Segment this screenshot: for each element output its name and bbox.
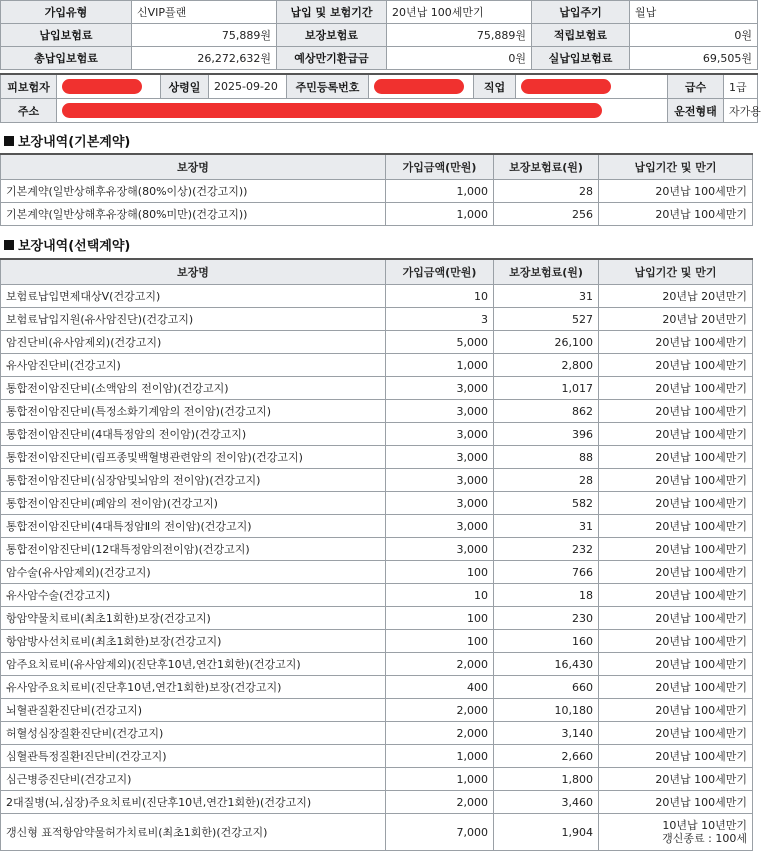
optional-section-title: 보장내역(선택계약) (4, 235, 130, 254)
renewal-line: 갱신종료 : 100세 (662, 832, 747, 845)
table-row (1, 308, 753, 331)
coverage-amount: 100 (386, 561, 494, 584)
table-row (1, 203, 753, 226)
coverage-premium: 3,460 (494, 791, 599, 814)
coverage-name: 보험료납입지원(유사암진단)(건강고지) (1, 308, 386, 331)
table-row (1, 180, 753, 203)
coverage-name: 통합전이암진단비(소액암의 전이암)(건강고지) (1, 377, 386, 400)
basic-coverage-table (0, 153, 753, 226)
coverage-period: 20년납 100세만기 (599, 203, 753, 226)
coverage-amount: 3,000 (386, 515, 494, 538)
column-header: 보장보험료(원) (494, 259, 599, 285)
coverage-name: 통합전이암진단비(4대특정암Ⅱ의 전이암)(건강고지) (1, 515, 386, 538)
table-row (1, 676, 753, 699)
table-row (1, 423, 753, 446)
coverage-name: 통합전이암진단비(폐암의 전이암)(건강고지) (1, 492, 386, 515)
coverage-period: 20년납 20년만기 (599, 285, 753, 308)
coverage-period: 20년납 100세만기 (599, 180, 753, 203)
job-redacted (516, 74, 668, 99)
summary-label: 적립보험료 (532, 24, 630, 47)
coverage-amount: 7,000 (386, 814, 494, 851)
summary-label: 총납입보험료 (1, 47, 132, 70)
table-row (1, 814, 753, 851)
coverage-amount: 3,000 (386, 446, 494, 469)
coverage-amount: 2,000 (386, 722, 494, 745)
coverage-amount: 2,000 (386, 791, 494, 814)
coverage-amount: 100 (386, 607, 494, 630)
coverage-amount: 1,000 (386, 745, 494, 768)
coverage-period: 20년납 100세만기 (599, 722, 753, 745)
coverage-name: 항암약물치료비(최초1회한)보장(건강고지) (1, 607, 386, 630)
age-date-label: 상령일 (161, 74, 209, 99)
insured-name-redacted (57, 74, 161, 99)
coverage-name: 기본계약(일반상해후유장해(80%미만)(건강고지)) (1, 203, 386, 226)
coverage-amount: 1,000 (386, 354, 494, 377)
column-header: 가입금액(만원) (386, 259, 494, 285)
column-header: 보장보험료(원) (494, 154, 599, 180)
coverage-premium: 766 (494, 561, 599, 584)
table-row (1, 515, 753, 538)
coverage-name: 유사암수술(건강고지) (1, 584, 386, 607)
grade-label: 급수 (668, 74, 724, 99)
table-row (1, 768, 753, 791)
table-row (1, 791, 753, 814)
table-row (1, 584, 753, 607)
coverage-premium: 2,800 (494, 354, 599, 377)
summary-value: 26,272,632원 (132, 47, 277, 70)
summary-label: 납입보험료 (1, 24, 132, 47)
coverage-premium: 396 (494, 423, 599, 446)
summary-row (1, 24, 758, 47)
coverage-period: 20년납 100세만기 (599, 538, 753, 561)
coverage-period: 20년납 100세만기 (599, 768, 753, 791)
rrn-redacted (369, 74, 474, 99)
column-header: 납입기간 및 만기 (599, 154, 753, 180)
coverage-period: 20년납 100세만기 (599, 699, 753, 722)
coverage-premium: 582 (494, 492, 599, 515)
job-label: 직업 (474, 74, 516, 99)
coverage-name: 뇌혈관질환진단비(건강고지) (1, 699, 386, 722)
coverage-period: 20년납 100세만기 (599, 400, 753, 423)
coverage-amount: 2,000 (386, 699, 494, 722)
coverage-amount: 3 (386, 308, 494, 331)
coverage-name: 암수술(유사암제외)(건강고지) (1, 561, 386, 584)
coverage-premium: 660 (494, 676, 599, 699)
insured-row (1, 74, 758, 99)
coverage-name: 통합전이암진단비(4대특정암의 전이암)(건강고지) (1, 423, 386, 446)
coverage-name: 2대질병(뇌,심장)주요치료비(진단후10년,연간1회한)(건강고지) (1, 791, 386, 814)
coverage-premium: 88 (494, 446, 599, 469)
age-date-value: 2025-09-20 (209, 74, 287, 99)
coverage-period: 20년납 100세만기 (599, 331, 753, 354)
table-row (1, 354, 753, 377)
coverage-period (599, 814, 753, 851)
coverage-amount: 5,000 (386, 331, 494, 354)
coverage-amount: 3,000 (386, 469, 494, 492)
table-row (1, 722, 753, 745)
coverage-amount: 100 (386, 630, 494, 653)
insured-label: 피보험자 (1, 74, 57, 99)
coverage-name: 통합전이암진단비(12대특정암의전이암)(건강고지) (1, 538, 386, 561)
table-row (1, 377, 753, 400)
grade-value: 1급 (724, 74, 758, 99)
coverage-period: 20년납 100세만기 (599, 791, 753, 814)
address-row (1, 99, 758, 123)
coverage-period: 20년납 100세만기 (599, 607, 753, 630)
table-row (1, 699, 753, 722)
coverage-premium: 3,140 (494, 722, 599, 745)
coverage-premium: 2,660 (494, 745, 599, 768)
coverage-premium: 256 (494, 203, 599, 226)
coverage-premium: 1,904 (494, 814, 599, 851)
coverage-amount: 400 (386, 676, 494, 699)
summary-label: 납입 및 보험기간 (277, 1, 387, 24)
summary-label: 납입주기 (532, 1, 630, 24)
coverage-premium: 18 (494, 584, 599, 607)
optional-coverage-table (0, 258, 753, 851)
coverage-premium: 31 (494, 515, 599, 538)
coverage-premium: 28 (494, 180, 599, 203)
coverage-premium: 16,430 (494, 653, 599, 676)
coverage-name: 보험료납입면제대상Ⅴ(건강고지) (1, 285, 386, 308)
coverage-premium: 230 (494, 607, 599, 630)
coverage-name: 통합전이암진단비(림프종및백혈병관련암의 전이암)(건강고지) (1, 446, 386, 469)
summary-value: 월납 (630, 1, 758, 24)
coverage-period: 20년납 100세만기 (599, 584, 753, 607)
table-row (1, 538, 753, 561)
summary-label: 가입유형 (1, 1, 132, 24)
coverage-amount: 3,000 (386, 423, 494, 446)
coverage-amount: 1,000 (386, 768, 494, 791)
table-row (1, 331, 753, 354)
table-row (1, 285, 753, 308)
table-row (1, 607, 753, 630)
coverage-premium: 10,180 (494, 699, 599, 722)
table-row (1, 400, 753, 423)
coverage-amount: 10 (386, 584, 494, 607)
table-row (1, 561, 753, 584)
coverage-amount: 3,000 (386, 400, 494, 423)
coverage-name: 심근병증진단비(건강고지) (1, 768, 386, 791)
table-row (1, 745, 753, 768)
coverage-premium: 160 (494, 630, 599, 653)
coverage-amount: 3,000 (386, 377, 494, 400)
summary-label: 보장보험료 (277, 24, 387, 47)
summary-row (1, 1, 758, 24)
coverage-premium: 26,100 (494, 331, 599, 354)
coverage-name: 암진단비(유사암제외)(건강고지) (1, 331, 386, 354)
driving-value: 자가용 (724, 99, 758, 123)
coverage-premium: 1,800 (494, 768, 599, 791)
summary-value: 신VIP플랜 (132, 1, 277, 24)
coverage-period: 20년납 100세만기 (599, 446, 753, 469)
coverage-period: 20년납 100세만기 (599, 469, 753, 492)
coverage-name: 암주요치료비(유사암제외)(진단후10년,연간1회한)(건강고지) (1, 653, 386, 676)
coverage-amount: 10 (386, 285, 494, 308)
coverage-name: 항암방사선치료비(최초1회한)보장(건강고지) (1, 630, 386, 653)
table-row (1, 469, 753, 492)
summary-value: 0원 (387, 47, 532, 70)
coverage-period: 20년납 100세만기 (599, 630, 753, 653)
coverage-period: 20년납 20년만기 (599, 308, 753, 331)
coverage-period: 20년납 100세만기 (599, 354, 753, 377)
summary-value: 75,889원 (132, 24, 277, 47)
coverage-premium: 1,017 (494, 377, 599, 400)
coverage-amount: 1,000 (386, 203, 494, 226)
coverage-amount: 3,000 (386, 538, 494, 561)
table-row (1, 653, 753, 676)
table-header (1, 259, 753, 285)
summary-value: 0원 (630, 24, 758, 47)
coverage-name: 유사암주요치료비(진단후10년,연간1회한)보장(건강고지) (1, 676, 386, 699)
coverage-name: 허혈성심장질환진단비(건강고지) (1, 722, 386, 745)
coverage-premium: 527 (494, 308, 599, 331)
summary-value: 69,505원 (630, 47, 758, 70)
coverage-period: 20년납 100세만기 (599, 377, 753, 400)
insured-info-table (0, 73, 761, 123)
address-label: 주소 (1, 99, 57, 123)
basic-section-title: 보장내역(기본계약) (4, 131, 130, 150)
table-header (1, 154, 753, 180)
coverage-period: 20년납 100세만기 (599, 676, 753, 699)
coverage-name: 유사암진단비(건강고지) (1, 354, 386, 377)
coverage-period: 20년납 100세만기 (599, 561, 753, 584)
coverage-amount: 3,000 (386, 492, 494, 515)
summary-label: 예상만기환급금 (277, 47, 387, 70)
coverage-period: 20년납 100세만기 (599, 423, 753, 446)
summary-value: 75,889원 (387, 24, 532, 47)
coverage-period: 20년납 100세만기 (599, 515, 753, 538)
summary-row (1, 47, 758, 70)
address-redacted (57, 99, 668, 123)
coverage-amount: 2,000 (386, 653, 494, 676)
coverage-name: 통합전이암진단비(특정소화기계암의 전이암)(건강고지) (1, 400, 386, 423)
coverage-period: 20년납 100세만기 (599, 745, 753, 768)
table-row (1, 446, 753, 469)
coverage-name: 갱신형 표적항암약물허가치료비(최초1회한)(건강고지) (1, 814, 386, 851)
table-row (1, 492, 753, 515)
coverage-name: 기본계약(일반상해후유장해(80%이상)(건강고지)) (1, 180, 386, 203)
coverage-premium: 31 (494, 285, 599, 308)
policy-summary-table (0, 0, 758, 70)
coverage-period: 20년납 100세만기 (599, 653, 753, 676)
period-line: 10년납 10년만기 (662, 819, 747, 832)
coverage-period: 20년납 100세만기 (599, 492, 753, 515)
coverage-name: 심혈관특정질환Ⅰ진단비(건강고지) (1, 745, 386, 768)
table-row (1, 630, 753, 653)
column-header: 보장명 (1, 259, 386, 285)
coverage-premium: 232 (494, 538, 599, 561)
summary-value: 20년납 100세만기 (387, 1, 532, 24)
column-header: 보장명 (1, 154, 386, 180)
square-bullet-icon (4, 240, 14, 250)
coverage-premium: 862 (494, 400, 599, 423)
coverage-amount: 1,000 (386, 180, 494, 203)
coverage-name: 통합전이암진단비(심장암및뇌암의 전이암)(건강고지) (1, 469, 386, 492)
column-header: 가입금액(만원) (386, 154, 494, 180)
driving-label: 운전형태 (668, 99, 724, 123)
square-bullet-icon (4, 136, 14, 146)
coverage-premium: 28 (494, 469, 599, 492)
column-header: 납입기간 및 만기 (599, 259, 753, 285)
summary-label: 실납입보험료 (532, 47, 630, 70)
rrn-label: 주민등록번호 (287, 74, 369, 99)
